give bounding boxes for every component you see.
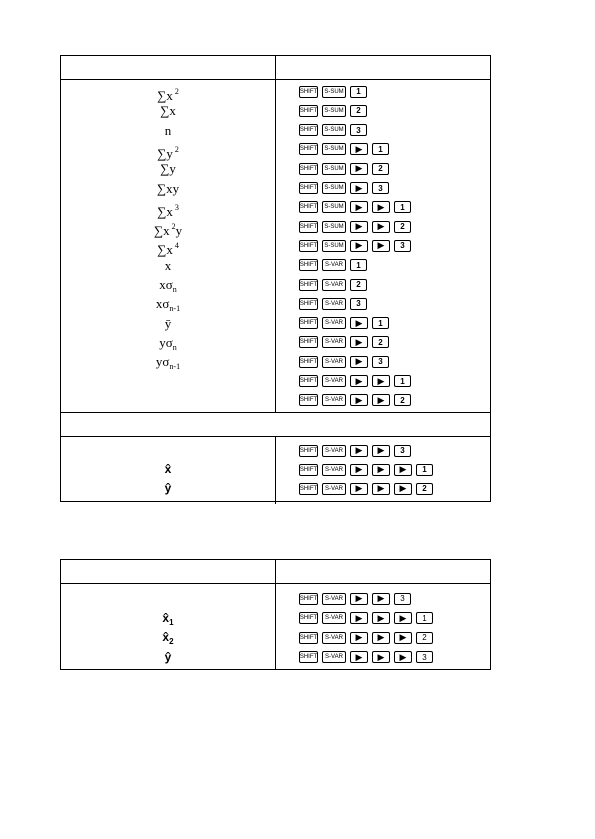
shift-key: SHIFT (299, 182, 318, 194)
s-var-key: S-VAR (322, 651, 346, 663)
right-arrow-key: ▶ (394, 612, 412, 624)
key-sequence (299, 375, 415, 388)
table2-header (61, 560, 490, 584)
symbol-label: x̂ (164, 462, 172, 476)
digit-key-2: 2 (394, 394, 411, 406)
right-arrow-key: ▶ (350, 394, 368, 406)
shift-key: SHIFT (299, 163, 318, 175)
right-arrow-key: ▶ (350, 612, 368, 624)
right-arrow-key: ▶ (350, 632, 368, 644)
digit-key-1: 1 (372, 143, 389, 155)
key-sequence (299, 259, 371, 272)
s-sum-key: S-SUM (322, 105, 346, 117)
shift-key: SHIFT (299, 483, 318, 495)
symbol-label: ∑x $^2$y (153, 222, 183, 239)
s-var-key: S-VAR (322, 298, 346, 310)
table2-section (61, 584, 490, 670)
right-arrow-key: ▶ (372, 632, 390, 644)
table1-header (61, 56, 490, 80)
right-arrow-key: ▶ (350, 483, 368, 495)
digit-key-2: 2 (350, 105, 367, 117)
right-arrow-key: ▶ (394, 483, 412, 495)
key-sequence (299, 317, 393, 330)
right-arrow-key: ▶ (350, 464, 368, 476)
s-sum-key: S-SUM (322, 201, 346, 213)
right-arrow-key: ▶ (394, 651, 412, 663)
table-row (61, 648, 490, 667)
digit-key-3: 3 (416, 651, 433, 663)
table-row (61, 628, 490, 647)
shift-key: SHIFT (299, 375, 318, 387)
digit-key-3: 3 (394, 240, 411, 252)
digit-key-3: 3 (350, 298, 367, 310)
key-sequence (299, 336, 393, 349)
key-sequence (299, 143, 393, 156)
table-row (61, 460, 490, 479)
right-arrow-key: ▶ (350, 240, 368, 252)
shift-key: SHIFT (299, 298, 318, 310)
right-arrow-key: ▶ (372, 221, 390, 233)
right-arrow-key: ▶ (372, 375, 390, 387)
shift-key: SHIFT (299, 143, 318, 155)
table-row (61, 333, 490, 352)
shift-key: SHIFT (299, 336, 318, 348)
digit-key-2: 2 (416, 483, 433, 495)
shift-key: SHIFT (299, 445, 318, 457)
right-arrow-key: ▶ (350, 221, 368, 233)
digit-key-3: 3 (372, 356, 389, 368)
table-row (61, 217, 490, 239)
s-sum-key: S-SUM (322, 240, 346, 252)
shift-key: SHIFT (299, 105, 318, 117)
key-sequence (299, 592, 415, 605)
symbol-label: $y\sigma_n$ (159, 334, 177, 352)
symbol-label: ∑x $^4$ (157, 241, 179, 258)
right-arrow-key: ▶ (394, 464, 412, 476)
right-arrow-key: ▶ (350, 651, 368, 663)
digit-key-2: 2 (416, 632, 433, 644)
key-sequence (299, 201, 415, 214)
digit-key-3: 3 (372, 182, 389, 194)
table-row (61, 101, 490, 120)
s-var-key: S-VAR (322, 375, 346, 387)
table-row (61, 441, 490, 460)
key-sequence (299, 182, 393, 195)
digit-key-3: 3 (350, 124, 367, 136)
digit-key-2: 2 (394, 221, 411, 233)
symbol-label: $x\sigma_{n-1}$ (155, 296, 181, 314)
right-arrow-key: ▶ (350, 593, 368, 605)
right-arrow-key: ▶ (350, 182, 368, 194)
table-row (61, 589, 490, 608)
table-row (61, 314, 490, 333)
s-var-key: S-VAR (322, 259, 346, 271)
s-sum-key: S-SUM (322, 143, 346, 155)
shift-key: SHIFT (299, 124, 318, 136)
key-sequence (299, 651, 437, 664)
right-arrow-key: ▶ (372, 445, 390, 457)
symbol-label: x (164, 257, 172, 273)
key-sequence (299, 104, 371, 117)
digit-key-1: 1 (350, 86, 367, 98)
right-arrow-key: ▶ (372, 464, 390, 476)
stat-table-1 (60, 55, 491, 502)
symbol-label: ∑x $^2$ (157, 87, 179, 103)
table-row (61, 352, 490, 371)
s-var-key: S-VAR (322, 483, 346, 495)
s-var-key: S-VAR (322, 612, 346, 624)
key-sequence (299, 297, 371, 310)
symbol-label: $x̂_2$ (162, 630, 174, 646)
right-arrow-key: ▶ (350, 163, 368, 175)
table-row (61, 391, 490, 410)
shift-key: SHIFT (299, 593, 318, 605)
symbol-label: ∑x $^3$ (157, 202, 179, 219)
right-arrow-key: ▶ (372, 201, 390, 213)
symbol-label: $x\sigma_n$ (159, 277, 177, 294)
right-arrow-key: ▶ (350, 143, 368, 155)
s-var-key: S-VAR (322, 394, 346, 406)
symbol-label: $y\sigma_{n-1}$ (155, 354, 181, 372)
s-var-key: S-VAR (322, 445, 346, 457)
s-sum-key: S-SUM (322, 221, 346, 233)
table-row (61, 179, 490, 198)
s-var-key: S-VAR (322, 356, 346, 368)
right-arrow-key: ▶ (372, 593, 390, 605)
key-sequence (299, 124, 371, 137)
digit-key-2: 2 (350, 279, 367, 291)
key-sequence (299, 482, 437, 495)
key-sequence (299, 612, 437, 625)
digit-key-2: 2 (372, 336, 389, 348)
key-sequence (299, 631, 437, 644)
digit-key-1: 1 (416, 464, 433, 476)
shift-key: SHIFT (299, 356, 318, 368)
digit-key-1: 1 (394, 375, 411, 387)
right-arrow-key: ▶ (372, 483, 390, 495)
shift-key: SHIFT (299, 221, 318, 233)
shift-key: SHIFT (299, 86, 318, 98)
right-arrow-key: ▶ (372, 651, 390, 663)
s-sum-key: S-SUM (322, 124, 346, 136)
table1-section-sums (61, 80, 490, 412)
right-arrow-key: ▶ (350, 317, 368, 329)
table-row (61, 479, 490, 498)
table-row (61, 275, 490, 294)
shift-key: SHIFT (299, 612, 318, 624)
shift-key: SHIFT (299, 259, 318, 271)
table-row (61, 198, 490, 217)
table-row (61, 159, 490, 178)
shift-key: SHIFT (299, 632, 318, 644)
symbol-label: ∑y (160, 161, 176, 177)
table-row (61, 121, 490, 140)
key-sequence (299, 355, 393, 368)
symbol-label: n (164, 122, 172, 138)
symbol-label: ȳ (164, 315, 172, 331)
table-row (61, 609, 490, 628)
key-sequence (299, 239, 415, 252)
s-var-key: S-VAR (322, 279, 346, 291)
key-sequence (299, 463, 437, 476)
right-arrow-key: ▶ (394, 632, 412, 644)
symbol-label: ŷ (164, 481, 172, 495)
key-sequence (299, 394, 415, 407)
digit-key-1: 1 (372, 317, 389, 329)
digit-key-1: 1 (350, 259, 367, 271)
table-row (61, 372, 490, 391)
s-var-key: S-VAR (322, 593, 346, 605)
right-arrow-key: ▶ (350, 375, 368, 387)
key-sequence (299, 162, 393, 175)
s-sum-key: S-SUM (322, 163, 346, 175)
key-sequence (299, 278, 371, 291)
symbol-label: ŷ (164, 649, 172, 664)
key-sequence (299, 444, 415, 457)
symbol-label: ∑x (160, 103, 176, 119)
right-arrow-key: ▶ (350, 356, 368, 368)
table-row (61, 82, 490, 101)
digit-key-2: 2 (372, 163, 389, 175)
symbol-label: $x̂_1$ (162, 610, 174, 627)
shift-key: SHIFT (299, 317, 318, 329)
shift-key: SHIFT (299, 394, 318, 406)
digit-key-1: 1 (394, 201, 411, 213)
table-row (61, 236, 490, 258)
right-arrow-key: ▶ (372, 240, 390, 252)
table-row (61, 294, 490, 313)
table1-separator-row (61, 412, 490, 437)
table-row (61, 140, 490, 159)
s-var-key: S-VAR (322, 632, 346, 644)
key-sequence (299, 85, 371, 98)
s-var-key: S-VAR (322, 317, 346, 329)
right-arrow-key: ▶ (350, 336, 368, 348)
shift-key: SHIFT (299, 464, 318, 476)
digit-key-3: 3 (394, 445, 411, 457)
shift-key: SHIFT (299, 240, 318, 252)
shift-key: SHIFT (299, 651, 318, 663)
s-sum-key: S-SUM (322, 86, 346, 98)
symbol-label: ∑xy (156, 180, 180, 196)
right-arrow-key: ▶ (372, 394, 390, 406)
right-arrow-key: ▶ (372, 612, 390, 624)
symbol-label: ∑y $^2$ (157, 144, 179, 161)
digit-key-1: 1 (416, 612, 433, 624)
s-sum-key: S-SUM (322, 182, 346, 194)
shift-key: SHIFT (299, 201, 318, 213)
s-var-key: S-VAR (322, 464, 346, 476)
right-arrow-key: ▶ (350, 445, 368, 457)
digit-key-3: 3 (394, 593, 411, 605)
key-sequence (299, 220, 415, 233)
table1-section-regression (61, 437, 490, 504)
stat-table-2 (60, 559, 491, 670)
shift-key: SHIFT (299, 279, 318, 291)
s-var-key: S-VAR (322, 336, 346, 348)
table-row (61, 256, 490, 275)
right-arrow-key: ▶ (350, 201, 368, 213)
